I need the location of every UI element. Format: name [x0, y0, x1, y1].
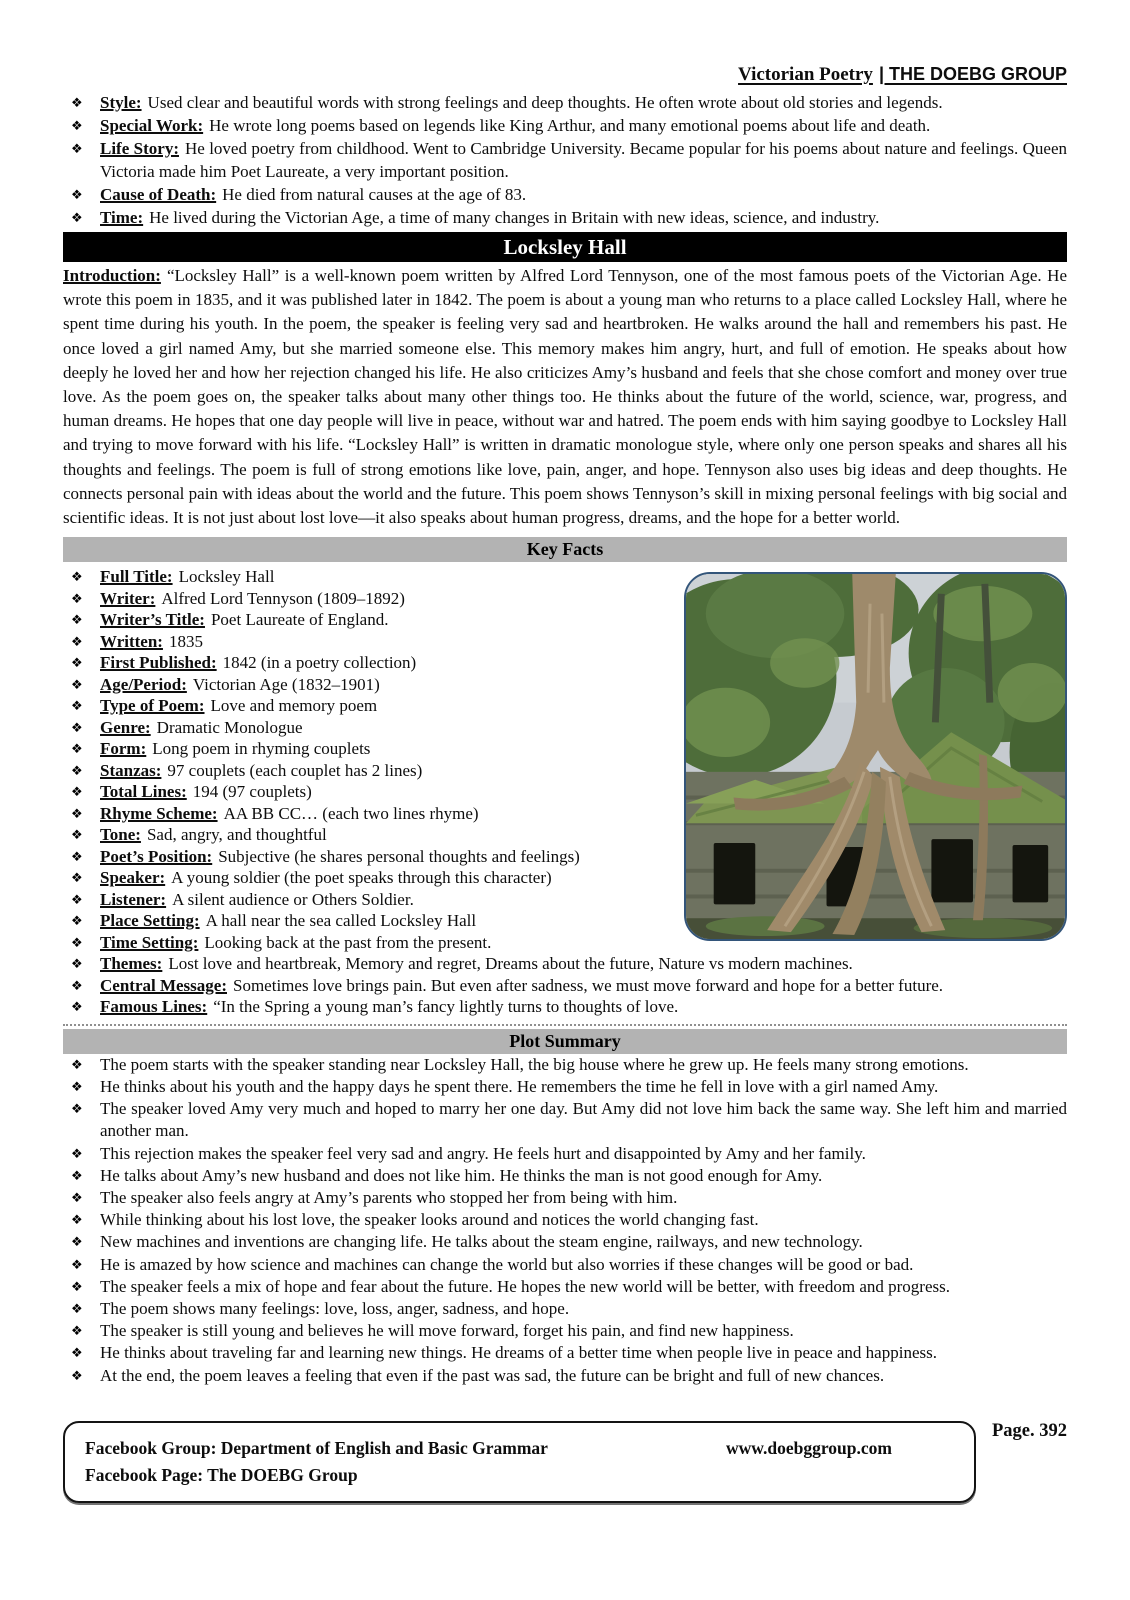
- list-item: [63, 674, 1067, 696]
- item-label: Central Message:: [100, 975, 227, 995]
- page-header: [63, 64, 1067, 86]
- diamond-bullet-icon: [71, 1255, 83, 1277]
- key-facts-banner: Key Facts: [63, 537, 1067, 562]
- list-item: [63, 803, 1067, 825]
- list-item: [63, 1143, 1067, 1165]
- item-label: Written:: [100, 631, 163, 651]
- item-text: New machines and inventions are changing life. He talks about the steam engine, railways, and new technology.: [100, 1232, 863, 1252]
- list-item: [63, 889, 1067, 911]
- list-item: [63, 846, 1067, 868]
- list-item: [63, 781, 1067, 803]
- item-label: Speaker:: [100, 868, 166, 888]
- diamond-bullet-icon: [71, 1144, 83, 1166]
- list-item: [63, 652, 1067, 674]
- list-item: [63, 1342, 1067, 1364]
- item-label: Place Setting:: [100, 911, 200, 931]
- diamond-bullet-icon: [71, 997, 83, 1019]
- diamond-bullet-icon: [71, 868, 83, 890]
- list-item: [63, 137, 1067, 183]
- diamond-bullet-icon: [71, 825, 83, 847]
- poem-title-banner: Locksley Hall: [63, 232, 1067, 262]
- diamond-bullet-icon: [71, 1166, 83, 1188]
- item-label: Time Setting:: [100, 932, 199, 952]
- item-label: Special Work:: [100, 116, 204, 135]
- item-text: The speaker feels a mix of hope and fear about the future. He hopes the new world will be better, with freedom and progress.: [100, 1276, 950, 1296]
- plot-summary-list: [63, 1054, 1067, 1387]
- item-label: Famous Lines:: [100, 997, 208, 1017]
- dotted-separator: [63, 1024, 1067, 1026]
- item-text: He is amazed by how science and machines can change the world but also worries if these changes will be good or bad.: [100, 1254, 914, 1274]
- diamond-bullet-icon: [71, 761, 83, 783]
- diamond-bullet-icon: [71, 632, 83, 654]
- list-item: [63, 910, 1067, 932]
- item-text: He loved poetry from childhood. Went to Cambridge University. Became popular for his poems about nature and feelings. Queen Victoria made him Poet Laureate, a very important position.: [100, 139, 1067, 181]
- list-item: [63, 1254, 1067, 1276]
- diamond-bullet-icon: [71, 782, 83, 804]
- item-text: He thinks about traveling far and learning new things. He dreams of a better time when people live in peace and happiness.: [100, 1343, 937, 1363]
- item-text: He wrote long poems based on legends like King Arthur, and many emotional poems about life and death.: [209, 116, 931, 135]
- item-text: At the end, the poem leaves a feeling that even if the past was sad, the future can be bright and full of new chances.: [100, 1365, 885, 1385]
- item-text: The speaker also feels angry at Amy’s parents who stopped her from being with him.: [100, 1187, 678, 1207]
- diamond-bullet-icon: [71, 1055, 83, 1077]
- header-title-left: Victorian Poetry: [738, 64, 873, 85]
- list-item: [63, 1298, 1067, 1320]
- item-label: Genre:: [100, 717, 151, 737]
- item-text: Poet Laureate of England.: [210, 610, 389, 630]
- item-label: Themes:: [100, 954, 163, 974]
- list-item: [63, 631, 1067, 653]
- item-text: 194 (97 couplets): [192, 782, 312, 802]
- item-text: Victorian Age (1832–1901): [192, 674, 380, 694]
- item-label: Total Lines:: [100, 782, 187, 802]
- item-text: Alfred Lord Tennyson (1809–1892): [161, 588, 405, 608]
- diamond-bullet-icon: [71, 1210, 83, 1232]
- item-text: The poem shows many feelings: love, loss, anger, sadness, and hope.: [100, 1298, 570, 1318]
- item-text: He died from natural causes at the age of 83.: [222, 185, 527, 204]
- diamond-bullet-icon: [71, 933, 83, 955]
- list-item: [63, 953, 1067, 975]
- item-text: Sometimes love brings pain. But even after sadness, we must move forward and hope for a better future.: [233, 975, 944, 995]
- item-label: Tone:: [100, 825, 141, 845]
- item-text: 1835: [168, 631, 203, 651]
- item-text: A silent audience or Others Soldier.: [172, 889, 414, 909]
- item-text: Long poem in rhyming couplets: [152, 739, 371, 759]
- diamond-bullet-icon: [71, 1321, 83, 1343]
- plot-summary-banner: Plot Summary: [63, 1029, 1067, 1054]
- diamond-bullet-icon: [71, 1099, 83, 1121]
- diamond-bullet-icon: [71, 890, 83, 912]
- website-url-text: www.doebggroup.com: [726, 1437, 892, 1458]
- item-label: Type of Poem:: [100, 696, 205, 716]
- item-label: Writer:: [100, 588, 156, 608]
- header-title: [738, 64, 1067, 85]
- introduction-text: “Locksley Hall” is a well-known poem written by Alfred Lord Tennyson, one of the most famous poets of the Victorian Age. He wrote this poem in 1835, and it was published later in 1842. The poem is about a young man who returns to a place called Locksley Hall, where he spent time during his youth. In the poem, the speaker is feeling very sad and heartbroken. He walks around the hall and remembers his past. He once loved a girl named Amy, but she married someone else. This memory makes him angry, hurt, and full of emotion. He speaks about how deeply he loved her and how her rejection changed his life. He also criticizes Amy’s husband and feels that she chose comfort and money over true love. As the poem goes on, the speaker talks about many other things too. He thinks about the future of the world, science, war, progress, and human dreams. He hopes that one day people will live in peace, without war and hatred. The poem ends with him saying goodbye to Locksley Hall and trying to move forward with his life. “Locksley Hall” is written in dramatic monologue style, where only one person speaks and shares all his thoughts and feelings. The poem is full of strong emotions like love, pain, anger, and hope. Tennyson also uses big ideas and deep thoughts. He connects personal pain with ideas about the world and the future. This poem shows Tennyson’s skill in mixing personal feelings with big social and scientific ideas. It is not just about lost love—it also speaks about human progress, dreams, and the hope for a better world.: [63, 266, 1067, 528]
- list-item: [63, 738, 1067, 760]
- diamond-bullet-icon: [71, 207, 83, 230]
- diamond-bullet-icon: [71, 138, 83, 161]
- diamond-bullet-icon: [71, 675, 83, 697]
- item-text: He talks about Amy’s new husband and does not like him. He thinks the man is not good enough for Amy.: [100, 1165, 823, 1185]
- item-label: Poet’s Position:: [100, 846, 213, 866]
- item-text: Locksley Hall: [178, 567, 275, 587]
- list-item: [63, 1209, 1067, 1231]
- list-item: [63, 975, 1067, 997]
- diamond-bullet-icon: [71, 1077, 83, 1099]
- item-label: Full Title:: [100, 567, 173, 587]
- diamond-bullet-icon: [71, 115, 83, 138]
- page-footer: [63, 1421, 1067, 1503]
- diamond-bullet-icon: [71, 847, 83, 869]
- facebook-group-text: Facebook Group: Department of English and Basic Grammar: [85, 1437, 548, 1458]
- item-label: Style:: [100, 93, 142, 112]
- item-text: He lived during the Victorian Age, a time of many changes in Britain with new ideas, science, and industry.: [149, 208, 880, 227]
- item-label: Rhyme Scheme:: [100, 803, 218, 823]
- item-text: Lost love and heartbreak, Memory and regret, Dreams about the future, Nature vs modern machines.: [168, 954, 853, 974]
- item-text: The poem starts with the speaker standing near Locksley Hall, the big house where he grew up. He feels many strong emotions.: [100, 1054, 969, 1074]
- item-label: First Published:: [100, 653, 217, 673]
- item-label: Stanzas:: [100, 760, 162, 780]
- item-label: Writer’s Title:: [100, 610, 205, 630]
- item-text: Subjective (he shares personal thoughts and feelings): [218, 846, 580, 866]
- list-item: [63, 206, 1067, 229]
- item-text: The speaker is still young and believes he will move forward, forget his pain, and find new happiness.: [100, 1321, 794, 1341]
- poet-facts-list: [63, 91, 1067, 229]
- diamond-bullet-icon: [71, 718, 83, 740]
- diamond-bullet-icon: [71, 92, 83, 115]
- list-item: [63, 717, 1067, 739]
- diamond-bullet-icon: [71, 739, 83, 761]
- item-text: Sad, angry, and thoughtful: [146, 825, 327, 845]
- list-item: [63, 183, 1067, 206]
- diamond-bullet-icon: [71, 1277, 83, 1299]
- list-item: [63, 1076, 1067, 1098]
- item-label: Cause of Death:: [100, 185, 217, 204]
- item-text: The speaker loved Amy very much and hoped to marry her one day. But Amy did not love him back the same way. She left him and married another man.: [100, 1099, 1067, 1141]
- footer-line-1: [85, 1435, 954, 1462]
- item-text: A hall near the sea called Locksley Hall: [205, 911, 477, 931]
- list-item: [63, 1054, 1067, 1076]
- introduction-paragraph: [63, 264, 1067, 530]
- item-text: Used clear and beautiful words with strong feelings and deep thoughts. He often wrote about old stories and legends.: [147, 93, 943, 112]
- item-label: Life Story:: [100, 139, 179, 158]
- diamond-bullet-icon: [71, 1366, 83, 1388]
- diamond-bullet-icon: [71, 954, 83, 976]
- diamond-bullet-icon: [71, 1188, 83, 1210]
- item-label: Age/Period:: [100, 674, 187, 694]
- list-item: [63, 760, 1067, 782]
- key-facts-section: [63, 566, 1067, 1018]
- diamond-bullet-icon: [71, 184, 83, 207]
- list-item: [63, 1276, 1067, 1298]
- diamond-bullet-icon: [71, 567, 83, 589]
- diamond-bullet-icon: [71, 1343, 83, 1365]
- list-item: [63, 91, 1067, 114]
- list-item: [63, 996, 1067, 1018]
- list-item: [63, 824, 1067, 846]
- list-item: [63, 609, 1067, 631]
- introduction-label: Introduction:: [63, 266, 161, 285]
- item-text: 97 couplets (each couplet has 2 lines): [167, 760, 423, 780]
- list-item: [63, 1098, 1067, 1142]
- facebook-page-text: Facebook Page: The DOEBG Group: [85, 1464, 358, 1485]
- item-text: He thinks about his youth and the happy days he spent there. He remembers the time he fell in love with a girl named Amy.: [100, 1076, 939, 1096]
- list-item: [63, 695, 1067, 717]
- diamond-bullet-icon: [71, 976, 83, 998]
- list-item: [63, 867, 1067, 889]
- item-text: Love and memory poem: [210, 696, 378, 716]
- diamond-bullet-icon: [71, 1299, 83, 1321]
- item-text: Looking back at the past from the present.: [204, 932, 492, 952]
- page-number: Page. 392: [991, 1420, 1067, 1441]
- item-text: This rejection makes the speaker feel very sad and angry. He feels hurt and disappointed by Amy and her family.: [100, 1143, 866, 1163]
- header-title-right: | THE DOEBG GROUP: [878, 64, 1067, 84]
- diamond-bullet-icon: [71, 696, 83, 718]
- list-item: [63, 566, 1067, 588]
- item-text: AA BB CC… (each two lines rhyme): [223, 803, 479, 823]
- footer-box: [63, 1421, 976, 1503]
- item-text: 1842 (in a poetry collection): [222, 653, 417, 673]
- list-item: [63, 1320, 1067, 1342]
- item-text: “In the Spring a young man’s fancy lightly turns to thoughts of love.: [213, 997, 679, 1017]
- item-text: Dramatic Monologue: [156, 717, 303, 737]
- item-text: A young soldier (the poet speaks through this character): [171, 868, 552, 888]
- item-text: While thinking about his lost love, the speaker looks around and notices the world changing fast.: [100, 1210, 759, 1230]
- item-label: Time:: [100, 208, 144, 227]
- list-item: [63, 1365, 1067, 1387]
- diamond-bullet-icon: [71, 589, 83, 611]
- list-item: [63, 1187, 1067, 1209]
- list-item: [63, 588, 1067, 610]
- diamond-bullet-icon: [71, 911, 83, 933]
- item-label: Form:: [100, 739, 147, 759]
- item-label: Listener:: [100, 889, 167, 909]
- list-item: [63, 114, 1067, 137]
- diamond-bullet-icon: [71, 804, 83, 826]
- list-item: [63, 932, 1067, 954]
- diamond-bullet-icon: [71, 1232, 83, 1254]
- diamond-bullet-icon: [71, 610, 83, 632]
- list-item: [63, 1231, 1067, 1253]
- key-facts-list: [63, 566, 1067, 1018]
- diamond-bullet-icon: [71, 653, 83, 675]
- list-item: [63, 1165, 1067, 1187]
